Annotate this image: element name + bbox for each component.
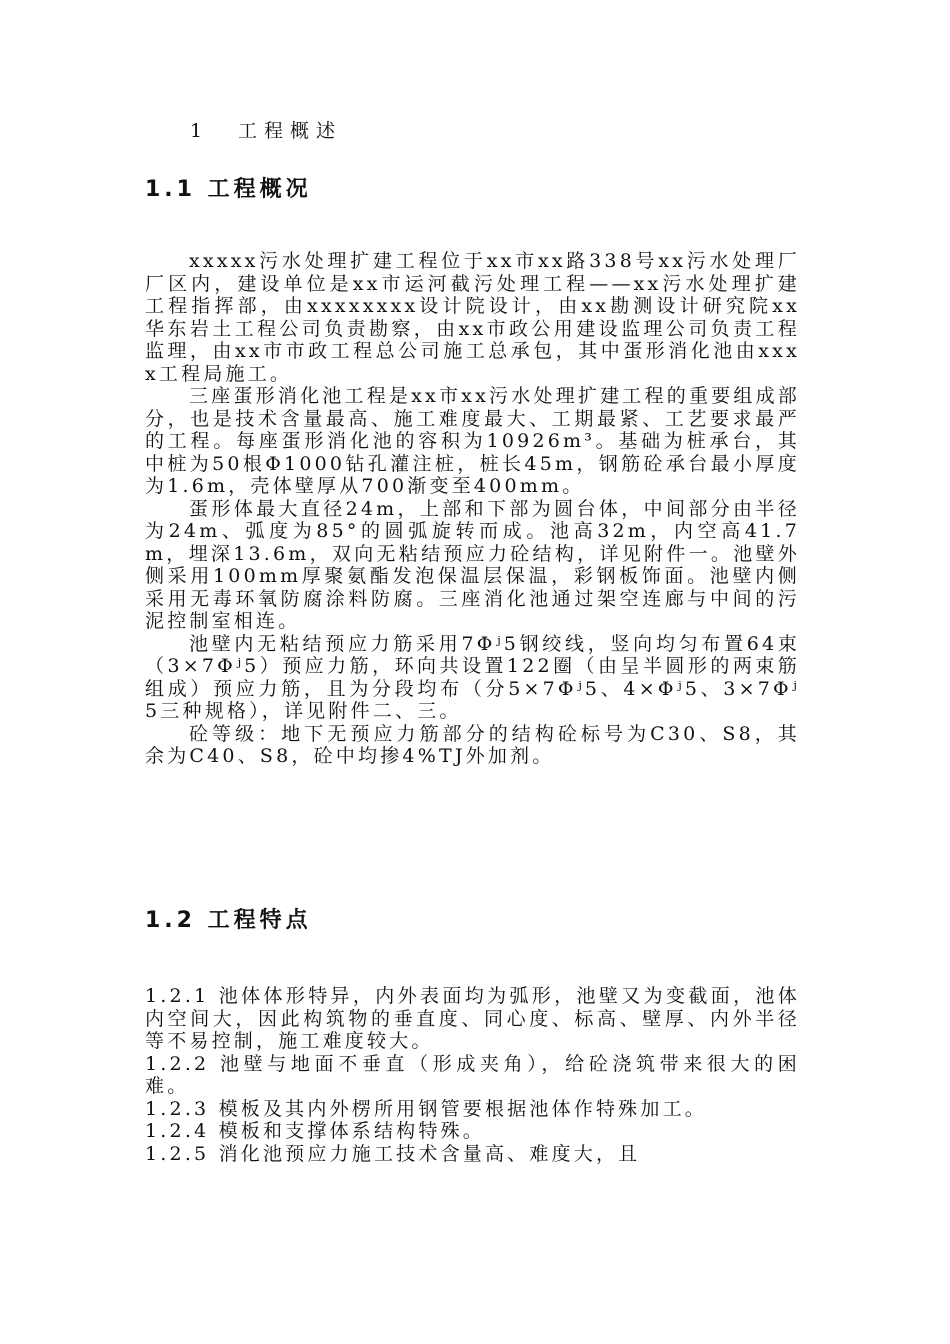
paragraph-importance: 三座蛋形消化池工程是xx市xx污水处理扩建工程的重要组成部分，也是技术含量最高、施工难度最大、工期最紧、工艺要求最严的工程。每座蛋形消化池的容积为10926m³。基础为桩承台，其中桩为50根Φ1000钻孔灌注桩，桩长45m，钢筋砼承台最小厚度为1.6m，壳体壁厚从700渐变至400mm。 [145,385,800,497]
chapter-heading [190,116,342,143]
list-item: 1.2.3 模板及其内外楞所用钢管要根据池体作特殊加工。 [145,1097,707,1120]
chapter-number: 1 [190,120,203,142]
paragraph-concrete-grade: 砼等级：地下无预应力筋部分的结构砼标号为C30、S8，其余为C40、S8，砼中均掺4%TJ外加剂。 [145,722,800,767]
section-heading-1-1: 1.1 工程概况 [145,177,312,202]
paragraph-overview: xxxxx污水处理扩建工程位于xx市xx路338号xx污水处理厂厂区内，建设单位是xx市运河截污处理工程——xx污水处理扩建工程指挥部，由xxxxxxxx设计院设计，由xx勘测设计研究院xx华东岩土工程公司负责勘察，由xx市政公用建设监理公司负责工程监理，由xx市市政工程总公司施工总承包，其中蛋形消化池由xxxx工程局施工。 [145,250,800,385]
list-item: 1.2.4 模板和支撑体系结构特殊。 [145,1120,485,1142]
list-item: 1.2.1 池体体形特异，内外表面均为弧形，池壁又为变截面，池体内空间大，因此构筑物的垂直度、同心度、标高、壁厚、内外半径等不易控制，施工难度较大。 [145,985,800,1052]
section-heading-1-2: 1.2 工程特点 [145,908,312,933]
chapter-title: 工程概述 [238,120,343,142]
section-body-1-2 [145,985,800,1165]
list-item: 1.2.2 池壁与地面不垂直（形成夹角），给砼浇筑带来很大的困难。 [145,1052,800,1097]
list-item: 1.2.5 消化池预应力施工技术含量高、难度大，且 [145,1142,641,1165]
paragraph-geometry: 蛋形体最大直径24m，上部和下部为圆台体，中间部分由半径为24m、弧度为85°的圆弧旋转而成。池高32m，内空高41.7m，埋深13.6m，双向无粘结预应力砼结构，详见附件一。池壁外侧采用100mm厚聚氨酯发泡保温层保温，彩钢板饰面。池壁内侧采用无毒环氧防腐涂料防腐。三座消化池通过架空连廊与中间的污泥控制室相连。 [145,497,800,632]
section-body-1-1 [145,250,800,768]
paragraph-prestress: 池壁内无粘结预应力筋采用7Φʲ5钢绞线，竖向均匀布置64束（3×7Φʲ5）预应力筋，环向共设置122圈（由呈半圆形的两束筋组成）预应力筋，且为分段均布（分5×7Φʲ5、4×Φʲ5、3×7Φʲ5三种规格），详见附件二、三。 [145,632,800,722]
